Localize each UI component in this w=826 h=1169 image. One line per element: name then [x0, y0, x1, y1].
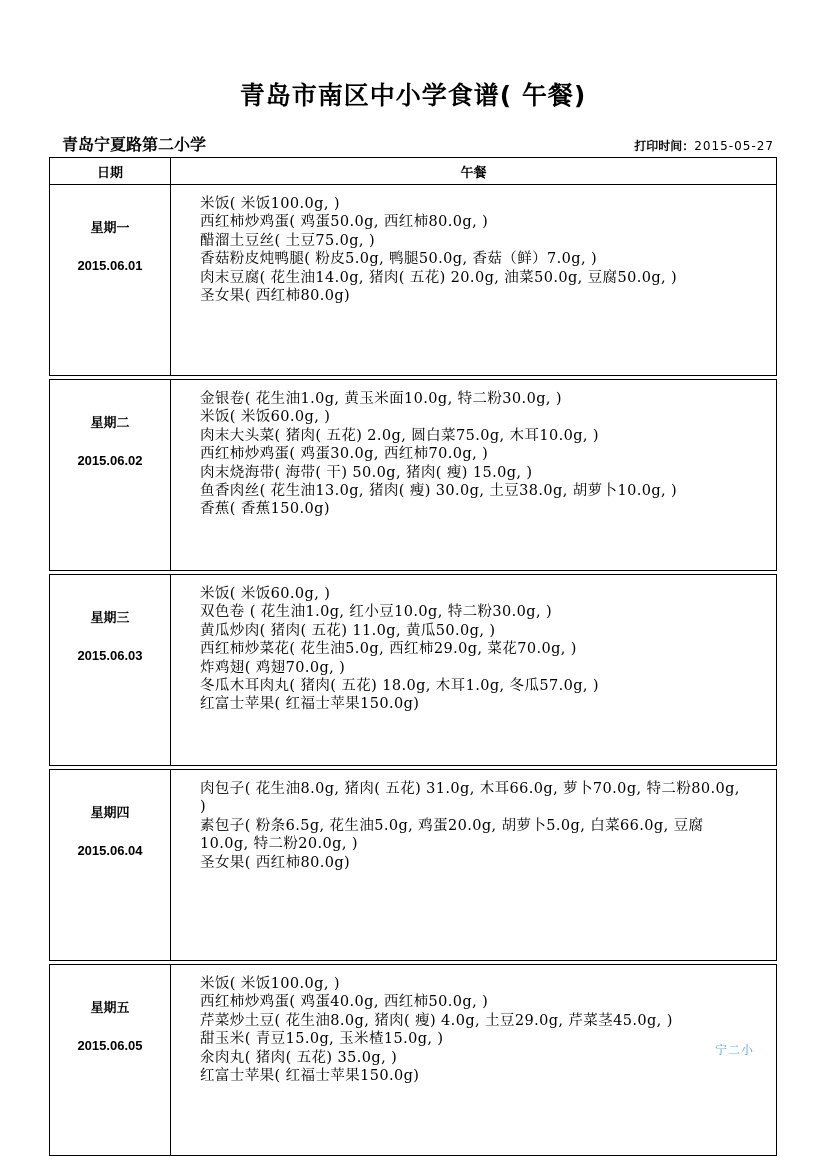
page-title: 青岛市南区中小学食谱( 午餐)	[239, 81, 587, 110]
dish-item: 芹菜炒土豆( 花生油8.0g, 猪肉( 瘦) 4.0g, 土豆29.0g, 芹菜茎45.0g, )	[200, 1012, 673, 1029]
dish-item: 红富士苹果( 红福士苹果150.0g)	[200, 1068, 420, 1085]
dish-item: 冬瓜木耳肉丸( 猪肉( 五花) 18.0g, 木耳1.0g, 冬瓜57.0g, )	[200, 678, 599, 695]
dish-item: 肉包子( 花生油8.0g, 猪肉( 五花) 31.0g, 木耳66.0g, 萝卜70.0g, 特二粉80.0g, )	[200, 781, 740, 816]
print-time-value: 2015-05-27	[694, 139, 774, 153]
date-cell	[50, 770, 171, 961]
print-time	[634, 137, 774, 154]
dish-item: 西红柿炒鸡蛋( 鸡蛋50.0g, 西红柿80.0g, )	[200, 214, 489, 231]
dish-item: 香蕉( 香蕉150.0g)	[200, 501, 330, 518]
meal-cell	[171, 965, 777, 1156]
dish-item: 米饭( 米饭60.0g, )	[200, 409, 331, 426]
school-stamp: 宁二小	[715, 1043, 755, 1057]
meal-cell	[171, 770, 777, 961]
date-cell	[50, 965, 171, 1156]
dish-item: 圣女果( 西红柿80.0g)	[200, 854, 351, 871]
day-row	[50, 965, 777, 1156]
school-name: 青岛宁夏路第二小学	[62, 135, 207, 154]
date-column-header: 日期	[50, 158, 171, 185]
lunch-column-header: 午餐	[171, 158, 777, 185]
weekday-label: 星期二	[90, 416, 130, 431]
meal-cell	[171, 380, 777, 571]
date-label: 2015.06.03	[77, 648, 143, 663]
menu-table	[49, 157, 777, 1156]
weekday-label: 星期五	[90, 1001, 130, 1016]
dish-item: 米饭( 米饭100.0g, )	[200, 196, 340, 212]
dish-item: 炸鸡翅( 鸡翅70.0g, )	[200, 659, 346, 676]
day-row	[50, 380, 777, 571]
day-row	[50, 185, 777, 376]
table-header-row	[50, 158, 777, 185]
dish-item: 肉末大头菜( 猪肉( 五花) 2.0g, 圆白菜75.0g, 木耳10.0g, )	[200, 427, 599, 444]
dish-item: 黄瓜炒肉( 猪肉( 五花) 11.0g, 黄瓜50.0g, )	[200, 622, 496, 639]
dish-item: 西红柿炒鸡蛋( 鸡蛋40.0g, 西红柿50.0g, )	[200, 994, 489, 1011]
date-cell	[50, 575, 171, 766]
meal-cell	[171, 575, 777, 766]
day-row	[50, 770, 777, 961]
dish-item: 米饭( 米饭60.0g, )	[200, 586, 331, 602]
date-cell	[50, 185, 171, 376]
dish-item: 鱼香肉丝( 花生油13.0g, 猪肉( 瘦) 30.0g, 土豆38.0g, 胡萝卜10.0g, )	[200, 483, 678, 500]
date-label: 2015.06.01	[77, 258, 143, 273]
dish-item: 西红柿炒菜花( 花生油5.0g, 西红柿29.0g, 菜花70.0g, )	[200, 641, 577, 658]
print-time-label: 打印时间：	[634, 139, 695, 153]
dish-item: 素包子( 粉条6.5g, 花生油5.0g, 鸡蛋20.0g, 胡萝卜5.0g, 白菜66.0g, 豆腐10.0g, 特二粉20.0g, )	[200, 817, 704, 853]
dish-item: 西红柿炒鸡蛋( 鸡蛋30.0g, 西红柿70.0g, )	[200, 446, 489, 463]
weekday-label: 星期四	[90, 806, 130, 821]
dish-item: 双色卷 ( 花生油1.0g, 红小豆10.0g, 特二粉30.0g, )	[200, 604, 553, 621]
dish-item: 肉末豆腐( 花生油14.0g, 猪肉( 五花) 20.0g, 油菜50.0g, 豆腐50.0g, )	[200, 269, 678, 286]
meal-cell	[171, 185, 777, 376]
date-label: 2015.06.02	[77, 453, 143, 468]
dish-item: 金银卷( 花生油1.0g, 黄玉米面10.0g, 特二粉30.0g, )	[200, 391, 562, 407]
weekday-label: 星期一	[90, 221, 130, 236]
day-row	[50, 575, 777, 766]
dish-item: 醋溜土豆丝( 土豆75.0g, )	[200, 232, 376, 249]
weekday-label: 星期三	[90, 611, 130, 626]
dish-item: 肉末烧海带( 海带( 干) 50.0g, 猪肉( 瘦) 15.0g, )	[200, 464, 533, 481]
date-cell	[50, 380, 171, 571]
menu-body	[50, 185, 777, 1156]
dish-item: 红富士苹果( 红福士苹果150.0g)	[200, 696, 420, 713]
dish-item: 甜玉米( 青豆15.0g, 玉米楂15.0g, )	[200, 1031, 444, 1048]
dish-item: 圣女果( 西红柿80.0g)	[200, 288, 351, 305]
dish-item: 氽肉丸( 猪肉( 五花) 35.0g, )	[200, 1049, 398, 1066]
date-label: 2015.06.04	[77, 843, 143, 858]
dish-item: 米饭( 米饭100.0g, )	[200, 976, 340, 992]
date-label: 2015.06.05	[77, 1038, 143, 1053]
dish-item: 香菇粉皮炖鸭腿( 粉皮5.0g, 鸭腿50.0g, 香菇（鲜）7.0g, )	[200, 251, 598, 268]
